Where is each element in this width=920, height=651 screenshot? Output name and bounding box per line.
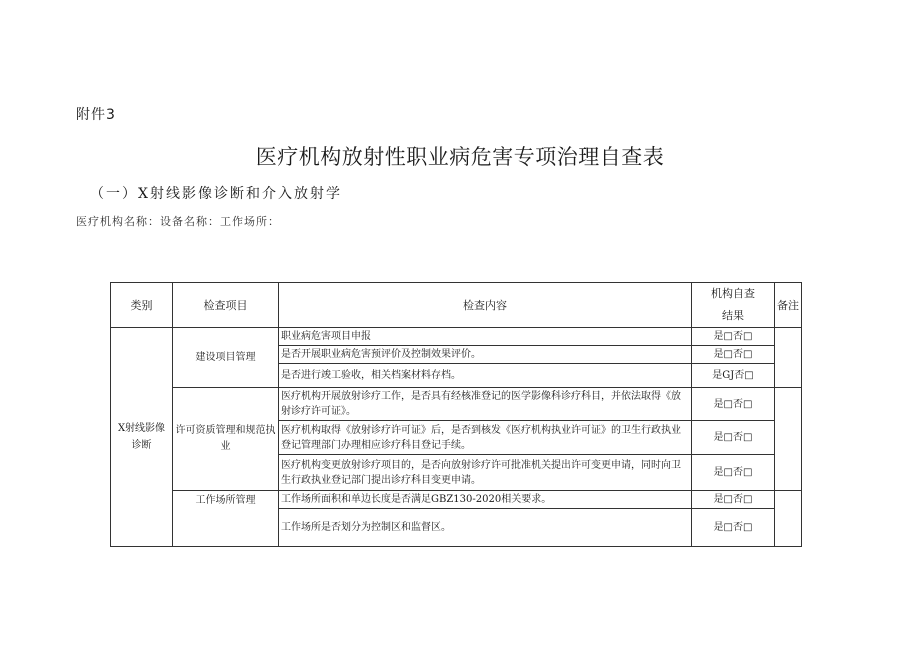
result-cell[interactable]: 是□否□ [692,346,775,364]
content-cell: 是否进行竣工验收，相关档案材料存档。 [279,364,692,388]
header-note: 备注 [775,283,802,328]
item-cell: 建设项目管理 [173,328,279,388]
table-row [111,388,802,421]
note-cell[interactable] [775,491,802,547]
item-cell: 许可资质管理和规范执业 [173,388,279,491]
content-cell: 工作场所面积和单边长度是否满足GBZ130-2020相关要求。 [279,491,692,509]
table-header-row [111,283,802,328]
result-cell[interactable]: 是GJ否□ [692,364,775,388]
header-result-line1: 机构自查 [711,287,755,300]
result-cell[interactable]: 是□否□ [692,421,775,455]
result-cell[interactable]: 是□否□ [692,328,775,346]
content-cell: 医疗机构变更放射诊疗项目的，是否向放射诊疗许可批准机关提出许可变更申请，同时向卫生行政执业登记部门提出诊疗科目变更申请。 [279,455,692,491]
header-result [692,283,775,328]
attachment-label: 附件3 [76,107,116,123]
result-cell[interactable]: 是□否□ [692,388,775,421]
header-category: 类别 [111,283,173,328]
content-cell: 工作场所是否划分为控制区和监督区。 [279,509,692,547]
result-cell[interactable]: 是□否□ [692,509,775,547]
note-cell[interactable] [775,328,802,388]
category-cell: X射线影像诊断 [111,328,173,547]
result-cell[interactable]: 是□否□ [692,455,775,491]
section-title: （一）X射线影像诊断和介入放射学 [90,186,342,202]
content-cell: 医疗机构开展放射诊疗工作，是否具有经核准登记的医学影像科诊疗科目，并依法取得《放射诊疗许可证》。 [279,388,692,421]
self-check-table [110,282,802,547]
item-cell: 工作场所管理 [173,491,279,547]
institution-meta-line: 医疗机构名称：设备名称：工作场所： [76,215,280,228]
table-row [111,328,802,346]
content-cell: 是否开展职业病危害预评价及控制效果评价。 [279,346,692,364]
result-cell[interactable]: 是□否□ [692,491,775,509]
header-result-line2: 结果 [722,309,744,322]
content-cell: 医疗机构取得《放射诊疗许可证》后，是否到核发《医疗机构执业许可证》的卫生行政执业登记管理部门办理相应诊疗科目登记手续。 [279,421,692,455]
note-cell[interactable] [775,388,802,491]
table-row [111,491,802,509]
header-content: 检查内容 [279,283,692,328]
page-title: 医疗机构放射性职业病危害专项治理自查表 [255,145,665,169]
content-cell: 职业病危害项目申报 [279,328,692,346]
header-item: 检查项目 [173,283,279,328]
